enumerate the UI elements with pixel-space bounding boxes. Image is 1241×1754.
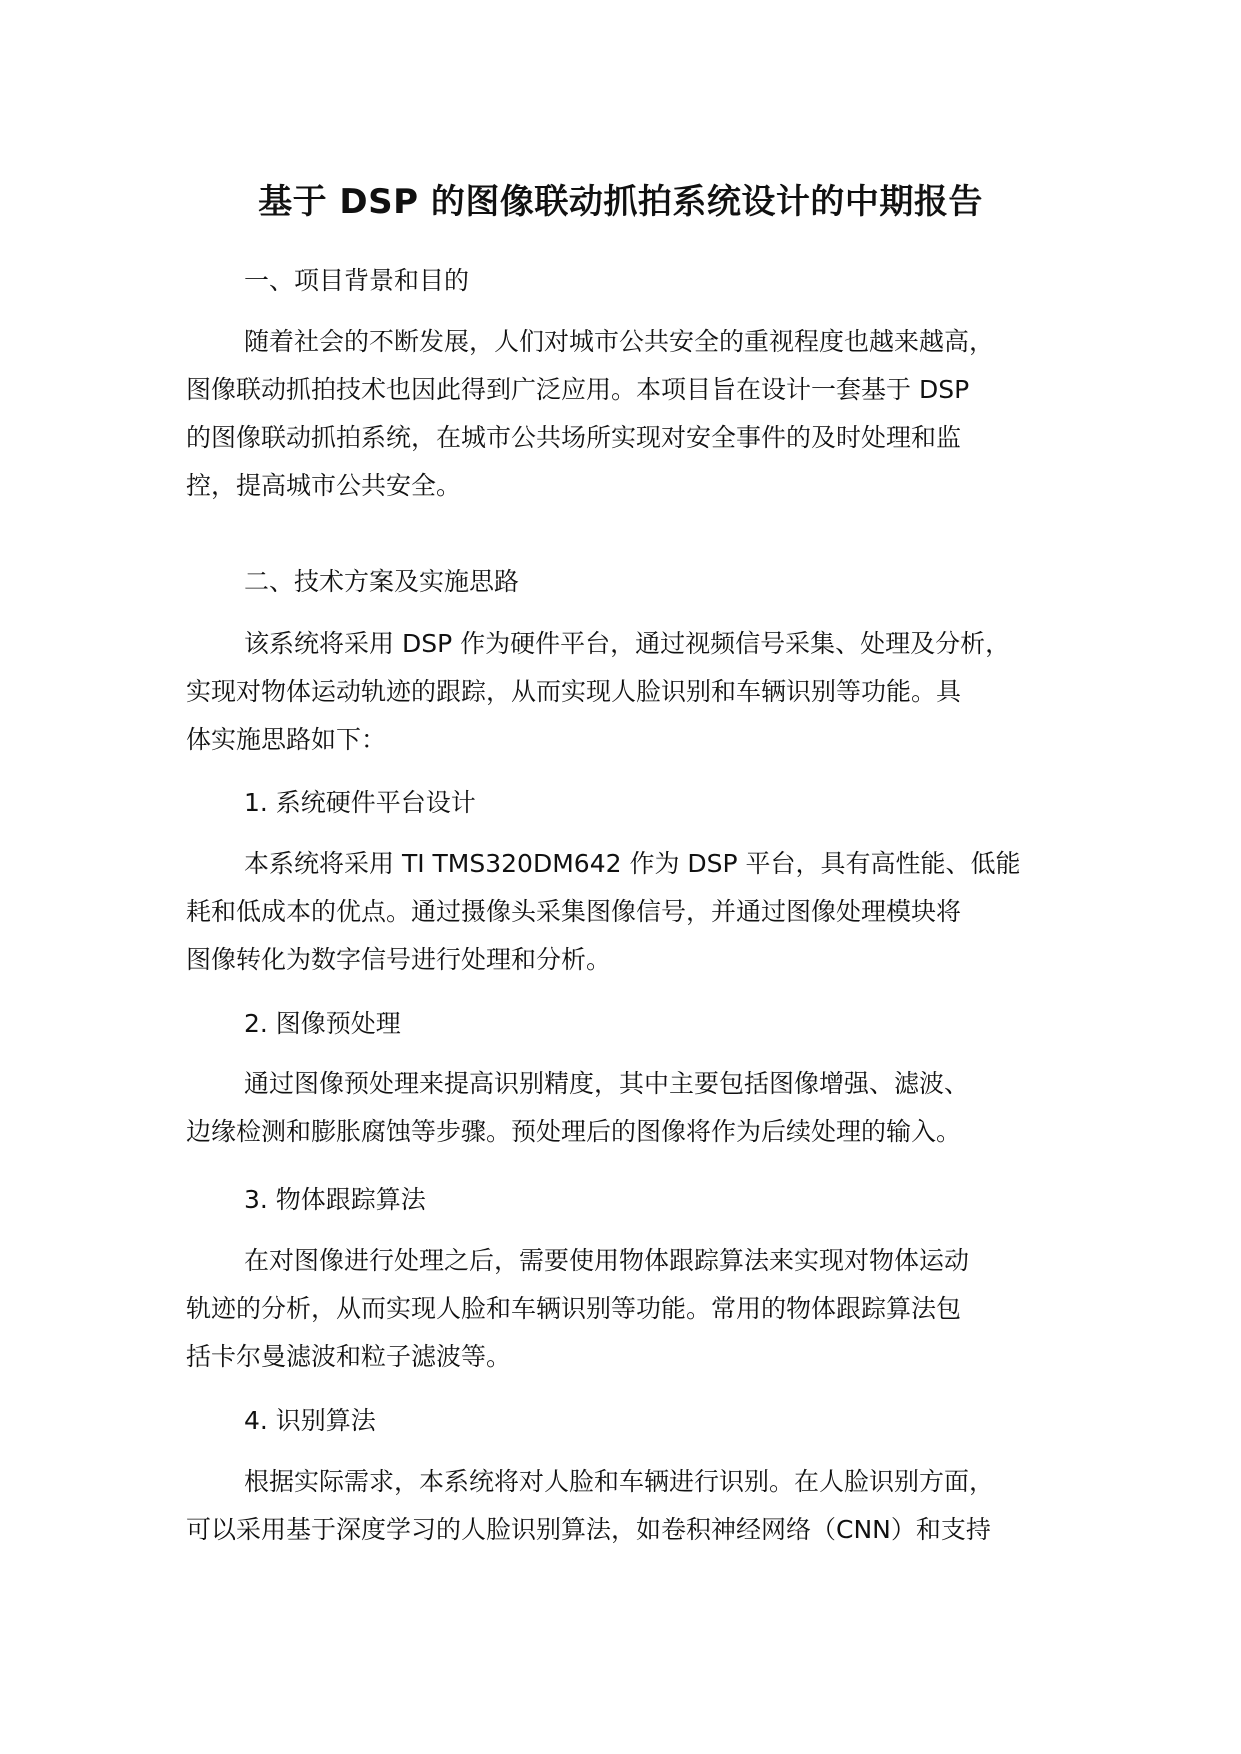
paragraph-line: 可以采用基于深度学习的人脸识别算法，如卷积神经网络（CNN）和支持 <box>186 1515 991 1544</box>
subsection-heading-tracking: 3. 物体跟踪算法 <box>244 1185 426 1214</box>
paragraph-hardware <box>186 840 1076 984</box>
paragraph-tracking <box>186 1237 1076 1381</box>
paragraph-line: 控，提高城市公共安全。 <box>186 471 462 500</box>
paragraph-technical-plan <box>186 620 1076 764</box>
paragraph-line: 实现对物体运动轨迹的跟踪，从而实现人脸识别和车辆识别等功能。具 <box>186 677 962 706</box>
section-heading-background: 一、项目背景和目的 <box>244 266 470 295</box>
paragraph-preprocessing <box>186 1060 1076 1156</box>
section-heading-technical-plan: 二、技术方案及实施思路 <box>244 567 520 596</box>
paragraph-line: 该系统将采用 DSP 作为硬件平台，通过视频信号采集、处理及分析， <box>244 629 1011 658</box>
subsection-heading-hardware: 1. 系统硬件平台设计 <box>244 788 476 817</box>
paragraph-line: 的图像联动抓拍系统，在城市公共场所实现对安全事件的及时处理和监 <box>186 423 962 452</box>
paragraph-line: 边缘检测和膨胀腐蚀等步骤。预处理后的图像将作为后续处理的输入。 <box>186 1117 962 1146</box>
paragraph-line: 轨迹的分析，从而实现人脸和车辆识别等功能。常用的物体跟踪算法包 <box>186 1294 962 1323</box>
paragraph-line: 本系统将采用 TI TMS320DM642 作为 DSP 平台，具有高性能、低能 <box>244 849 1021 878</box>
paragraph-line: 体实施思路如下： <box>186 725 387 754</box>
paragraph-line: 图像联动抓拍技术也因此得到广泛应用。本项目旨在设计一套基于 DSP <box>186 375 970 404</box>
paragraph-background <box>186 318 1076 510</box>
subsection-heading-recognition: 4. 识别算法 <box>244 1406 376 1435</box>
paragraph-recognition <box>186 1458 1076 1554</box>
paragraph-line: 在对图像进行处理之后，需要使用物体跟踪算法来实现对物体运动 <box>244 1246 970 1275</box>
paragraph-line: 根据实际需求，本系统将对人脸和车辆进行识别。在人脸识别方面， <box>244 1467 995 1496</box>
paragraph-line: 通过图像预处理来提高识别精度，其中主要包括图像增强、滤波、 <box>244 1069 970 1098</box>
paragraph-line: 耗和低成本的优点。通过摄像头采集图像信号，并通过图像处理模块将 <box>186 897 962 926</box>
paragraph-line: 图像转化为数字信号进行处理和分析。 <box>186 945 612 974</box>
paragraph-line: 括卡尔曼滤波和粒子滤波等。 <box>186 1342 512 1371</box>
paragraph-line: 随着社会的不断发展，人们对城市公共安全的重视程度也越来越高， <box>244 327 995 356</box>
document-title: 基于 DSP 的图像联动抓拍系统设计的中期报告 <box>258 182 983 222</box>
subsection-heading-preprocessing: 2. 图像预处理 <box>244 1009 401 1038</box>
